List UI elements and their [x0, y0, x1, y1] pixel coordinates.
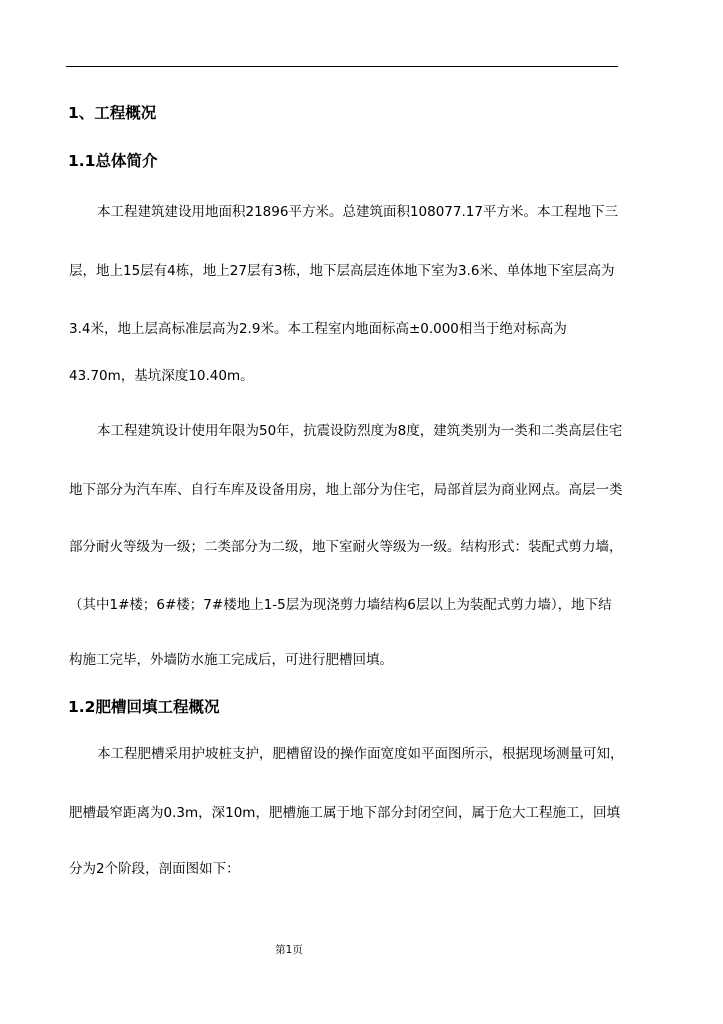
header-rule — [66, 66, 618, 67]
section-heading-1-2: 1.2肥槽回填工程概况 — [68, 698, 220, 716]
paragraph-line: 本工程建筑建设用地面积21896平方米。总建筑面积108077.17平方米。本工程地下三 — [97, 204, 618, 220]
paragraph-line: 部分耐火等级为一级；二类部分为二级，地下室耐火等级为一级。结构形式：装配式剪力墙， — [69, 539, 623, 555]
paragraph-line: 肥槽最窄距离为0.3m，深10m，肥槽施工属于地下部分封闭空间，属于危大工程施工，回填 — [69, 805, 620, 821]
paragraph-line: （其中1#楼；6#楼；7#楼地上1-5层为现浇剪力墙结构6层以上为装配式剪力墙），地下结 — [69, 597, 612, 613]
paragraph-line: 43.70m，基坑深度10.40m。 — [69, 368, 254, 384]
section-heading-1: 1、工程概况 — [68, 104, 157, 122]
paragraph-line: 本工程建筑设计使用年限为50年，抗震设防烈度为8度，建筑类别为一类和二类高层住宅 — [97, 423, 623, 439]
section-heading-1-1: 1.1总体简介 — [68, 152, 158, 170]
paragraph-line: 地下部分为汽车库、自行车库及设备用房，地上部分为住宅，局部首层为商业网点。高层一类 — [69, 482, 623, 498]
paragraph-line: 本工程肥槽采用护坡桩支护，肥槽留设的操作面宽度如平面图所示，根据现场测量可知， — [97, 746, 624, 762]
paragraph-line: 构施工完毕，外墙防水施工完成后，可进行肥槽回填。 — [69, 652, 393, 668]
paragraph-line: 层，地上15层有4栋，地上27层有3栋，地下层高层连体地下室为3.6米、单体地下室层高为 — [69, 263, 615, 279]
page-number: 第1页 — [275, 944, 303, 956]
paragraph-line: 3.4米，地上层高标准层高为2.9米。本工程室内地面标高±0.000相当于绝对标高为 — [69, 321, 567, 337]
paragraph-line: 分为2个阶段，剖面图如下： — [69, 861, 240, 877]
